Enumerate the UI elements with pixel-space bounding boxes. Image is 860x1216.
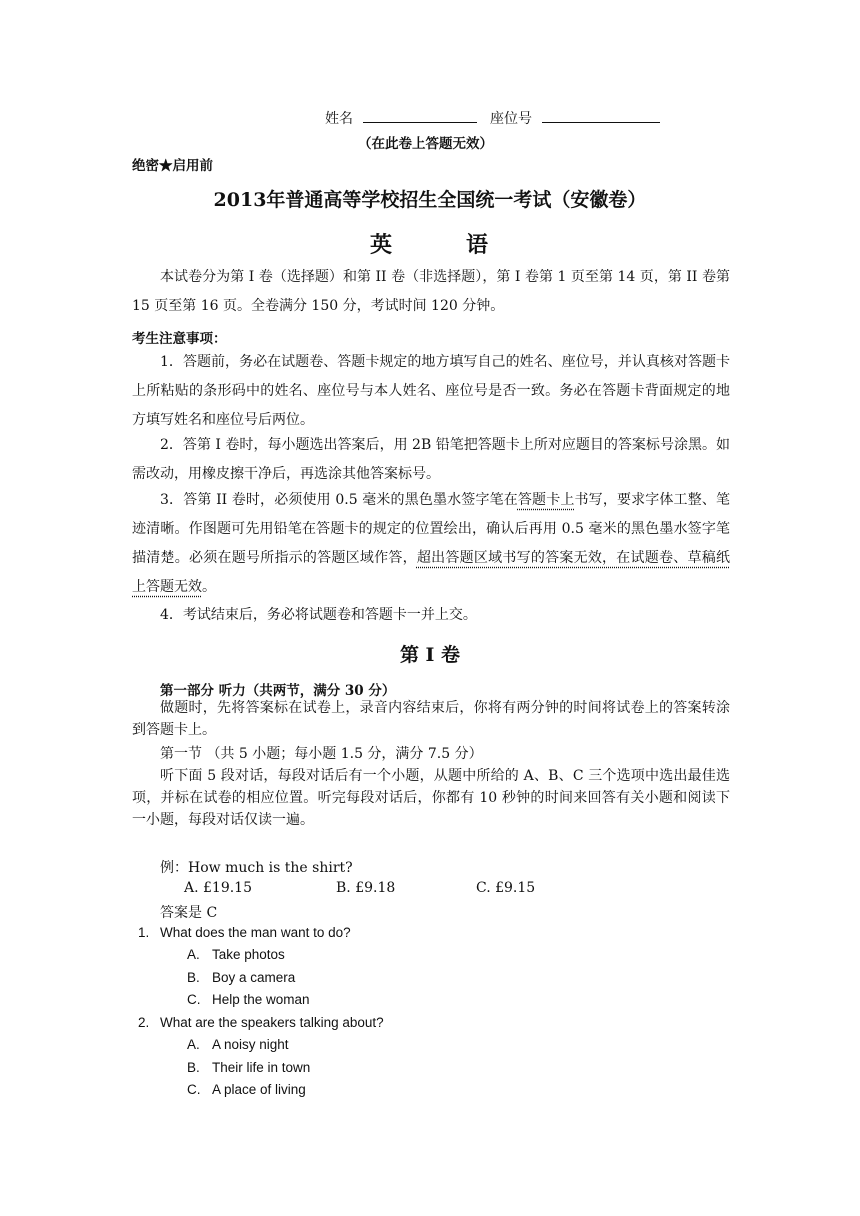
- option-text: Help the woman: [212, 992, 310, 1007]
- notice-2-text: 2．答第 I 卷时，每小题选出答案后，用 2B 铅笔把答题卡上所对应题目的答案标号涂黑。如需改动，用橡皮擦干净后，再选涂其他答案标号。: [132, 437, 730, 482]
- notice-1-text: 1．答题前，务必在试题卷、答题卡规定的地方填写自己的姓名、座位号，并认真核对答题卡上所粘贴的条形码中的姓名、座位号与本人姓名、座位号是否一致。务必在答题卡背面规定的地方填写姓名和座位号后两位。: [132, 354, 730, 428]
- section1-instruction-text: 听下面 5 段对话，每段对话后有一个小题，从题中所给的 A、B、C 三个选项中选出最佳选项，并标在试卷的相应位置。听完每段对话后，你都有 10 秒钟的时间来回答有关小题和阅读下一小题，每段对话仅读一遍。: [132, 768, 730, 828]
- option-letter: A.: [187, 1037, 200, 1052]
- subject-title: 英 语: [369, 232, 490, 258]
- notice-1: [132, 348, 730, 435]
- part1-heading: 第一部分 听力（共两节，满分 30 分）: [160, 683, 396, 699]
- question-text: What are the speakers talking about?: [160, 1015, 384, 1030]
- notice-3-text-e: 。: [202, 579, 216, 595]
- notice-4-text: 4．考试结束后，务必将试题卷和答题卡一并上交。: [160, 607, 477, 623]
- notice-3-emphasis-invalid: 超出答题区域书写的答案无效，在试题卷、草稿纸上答题无效: [132, 550, 731, 595]
- notice-3: [132, 486, 730, 602]
- seat-field: [490, 108, 660, 128]
- option-letter: B.: [187, 1060, 200, 1075]
- section1-heading: 第一节 （共 5 小题；每小题 1.5 分，满分 7.5 分）: [160, 746, 483, 762]
- option-letter: C.: [187, 992, 201, 1007]
- intro-paragraph: [132, 263, 730, 321]
- seat-label: 座位号: [490, 111, 532, 127]
- seat-blank: [542, 110, 660, 123]
- notice-4: [132, 601, 730, 630]
- option-text: Their life in town: [212, 1060, 311, 1075]
- no-answer-note: （在此卷上答题无效）: [358, 136, 493, 152]
- notice-3-emphasis-card: 答题卡上: [517, 492, 575, 508]
- example-question: 例：How much is the shirt?: [160, 860, 353, 876]
- question-text: What does the man want to do?: [160, 925, 351, 940]
- q1-option-b: [187, 970, 295, 985]
- notice-3-text-c: 书写，要求字体工整、笔迹清晰。作图题可先用铅笔在答题卡的规定的位置绘出，确认后再用 0.5 毫米的黑色墨水签字笔描清楚。必须在题号所指示的答题区域作答，: [132, 492, 731, 566]
- part1-instruction: [132, 697, 730, 741]
- q2-option-b: [187, 1060, 310, 1075]
- q2-option-c: [187, 1082, 306, 1097]
- question-number: 1.: [138, 925, 150, 940]
- intro-text: 本试卷分为第 I 卷（选择题）和第 II 卷（非选择题），第 I 卷第 1 页至第 14 页，第 II 卷第 15 页至第 16 页。全卷满分 150 分，考试时间 120 分钟。: [132, 269, 730, 314]
- option-letter: C.: [187, 1082, 201, 1097]
- question-1: [138, 925, 351, 940]
- q1-option-a: [187, 947, 285, 962]
- example-answer: 答案是 C: [160, 905, 218, 921]
- q1-option-c: [187, 992, 310, 1007]
- option-text: A place of living: [212, 1082, 306, 1097]
- notice-3-text-a: 3．答第 II 卷时，必须使用 0.5 毫米的黑色墨水签字笔在: [160, 492, 518, 508]
- option-letter: B.: [187, 970, 200, 985]
- section-title: 第 I 卷: [399, 644, 461, 666]
- option-letter: A.: [187, 947, 200, 962]
- confidential-mark: 绝密★启用前: [132, 158, 213, 174]
- part1-instruction-text: 做题时，先将答案标在试卷上，录音内容结束后，你将有两分钟的时间将试卷上的答案转涂到答题卡上。: [132, 700, 730, 738]
- example-option-b: B. £9.18: [336, 880, 396, 896]
- option-text: Take photos: [212, 947, 285, 962]
- name-blank: [363, 110, 477, 123]
- question-2: [138, 1015, 384, 1030]
- example-option-a: A. £19.15: [184, 880, 252, 896]
- section1-instruction: [132, 765, 730, 831]
- exam-title: 2013年普通高等学校招生全国统一考试（安徽卷）: [213, 189, 647, 211]
- notice-2: [132, 431, 730, 489]
- name-label: 姓名: [325, 111, 353, 127]
- name-field: [325, 108, 477, 128]
- option-text: A noisy night: [212, 1037, 289, 1052]
- example-option-c: C. £9.15: [476, 880, 536, 896]
- question-number: 2.: [138, 1015, 150, 1030]
- notice-heading: 考生注意事项：: [132, 331, 227, 347]
- option-text: Boy a camera: [212, 970, 296, 985]
- q2-option-a: [187, 1037, 289, 1052]
